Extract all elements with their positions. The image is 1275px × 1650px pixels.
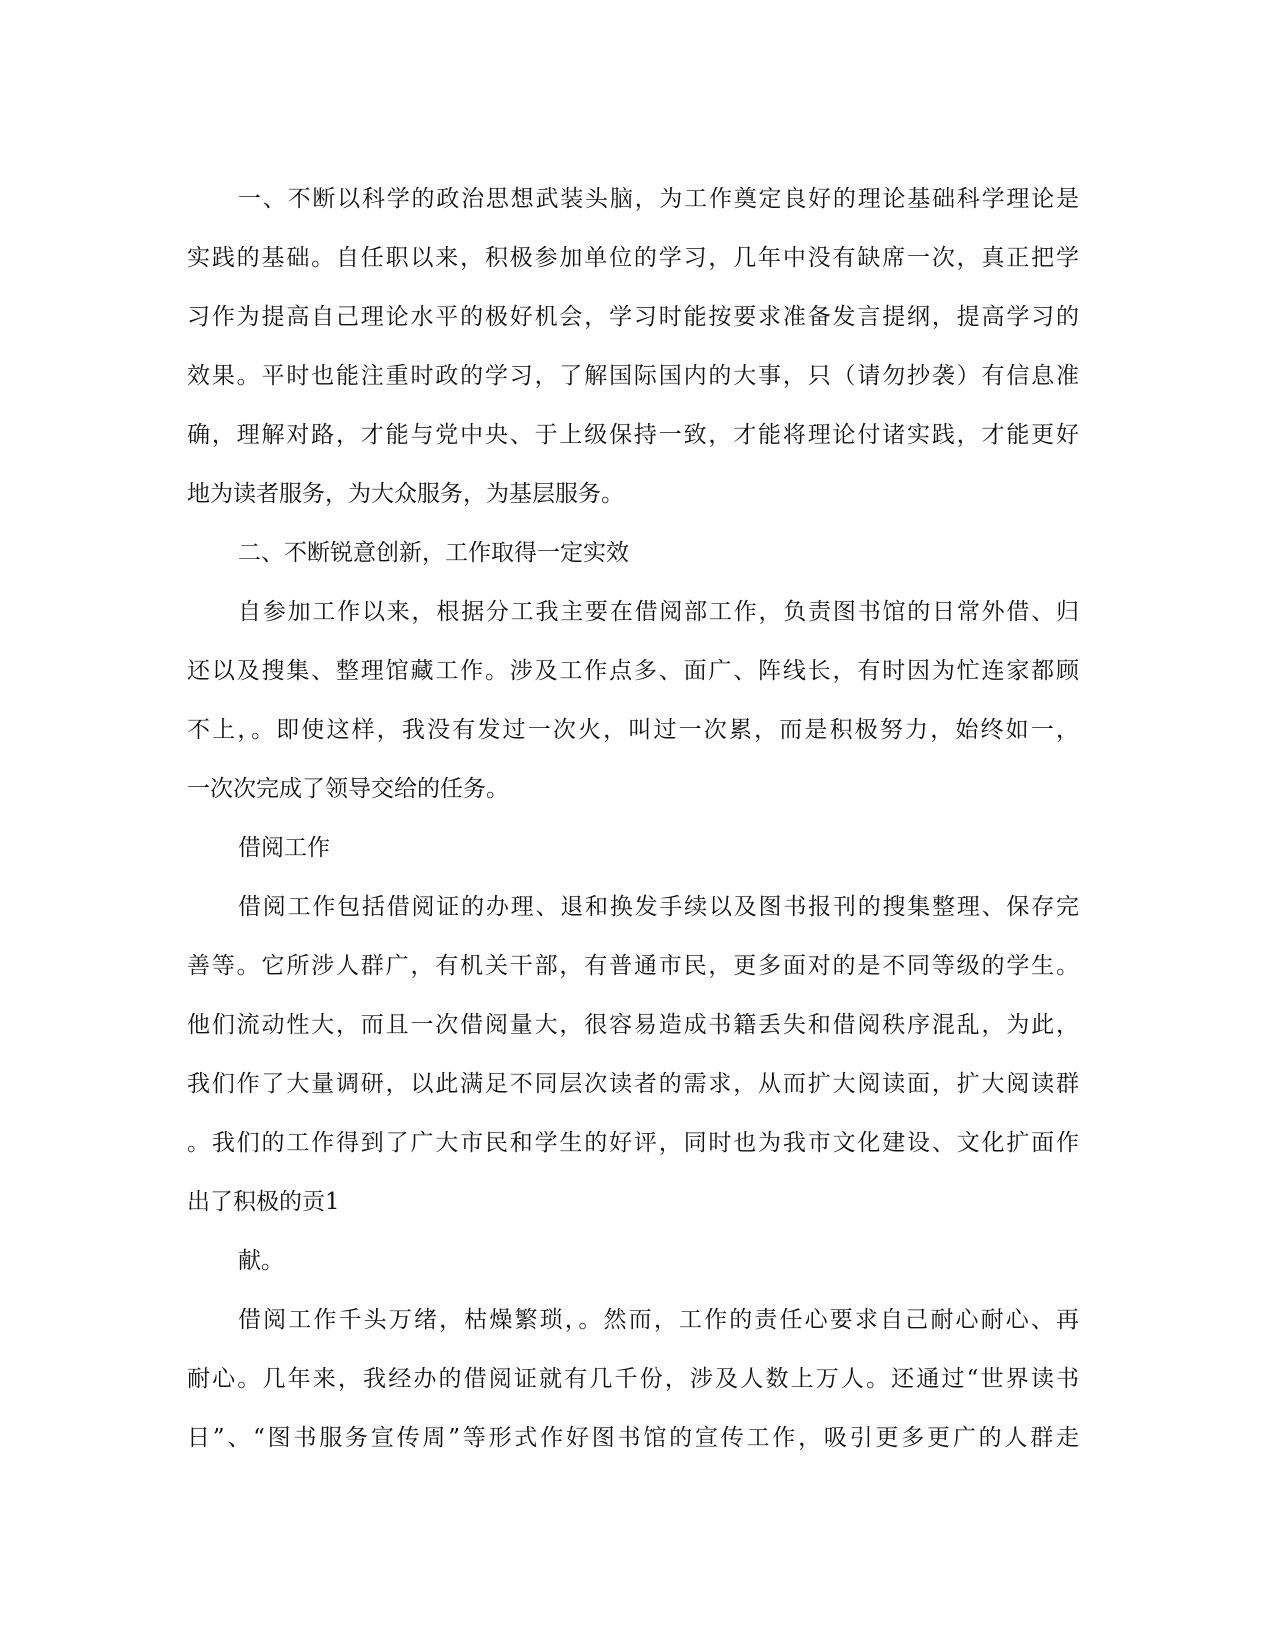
text-line: 一、不断以科学的政治思想武装头脑，为工作奠定良好的理论基础科学理论是 xyxy=(238,186,1079,212)
text-line: 善等。它所涉人群广，有机关干部，有普通市民，更多面对的是不同等级的学生。 xyxy=(187,953,1079,979)
text-line: 自参加工作以来，根据分工我主要在借阅部工作，负责图书馆的日常外借、归 xyxy=(238,599,1079,625)
text-line: 不上，。即使这样，我没有发过一次火，叫过一次累，而是积极努力，始终如一， xyxy=(187,717,1079,743)
text-line: 借阅工作 xyxy=(238,835,330,861)
text-line: 献。 xyxy=(238,1248,284,1274)
text-line: 实践的基础。自任职以来，积极参加单位的学习，几年中没有缺席一次，真正把学 xyxy=(187,245,1079,271)
text-line: 一次次完成了领导交给的任务。 xyxy=(187,776,509,802)
text-line: 借阅工作包括借阅证的办理、退和换发手续以及图书报刊的搜集整理、保存完 xyxy=(238,894,1079,920)
text-line: 我们作了大量调研，以此满足不同层次读者的需求，从而扩大阅读面，扩大阅读群 xyxy=(187,1071,1079,1097)
text-line: 还以及搜集、整理馆藏工作。涉及工作点多、面广、阵线长，有时因为忙连家都顾 xyxy=(187,658,1079,684)
text-line: 他们流动性大，而且一次借阅量大，很容易造成书籍丢失和借阅秩序混乱，为此， xyxy=(187,1012,1079,1038)
text-line: 习作为提高自己理论水平的极好机会，学习时能按要求准备发言提纲，提高学习的 xyxy=(187,304,1079,330)
text-line: 耐心。几年来，我经办的借阅证就有几千份，涉及人数上万人。还通过“世界读书 xyxy=(187,1366,1079,1392)
body-text xyxy=(187,170,1079,1468)
text-line: 确，理解对路，才能与党中央、于上级保持一致，才能将理论付诸实践，才能更好 xyxy=(187,422,1079,448)
text-line: 出了积极的贡1 xyxy=(187,1189,340,1215)
text-line: 。我们的工作得到了广大市民和学生的好评，同时也为我市文化建设、文化扩面作 xyxy=(187,1130,1079,1156)
text-line: 二、不断锐意创新，工作取得一定实效 xyxy=(238,540,629,566)
text-line: 日”、“图书服务宣传周”等形式作好图书馆的宣传工作，吸引更多更广的人群走 xyxy=(187,1425,1079,1451)
text-line: 效果。平时也能注重时政的学习，了解国际国内的大事，只（请勿抄袭）有信息准 xyxy=(187,363,1079,389)
text-line: 借阅工作千头万绪，枯燥繁琐，。然而，工作的责任心要求自己耐心耐心、再 xyxy=(238,1307,1079,1333)
text-line: 地为读者服务，为大众服务，为基层服务。 xyxy=(187,481,624,507)
